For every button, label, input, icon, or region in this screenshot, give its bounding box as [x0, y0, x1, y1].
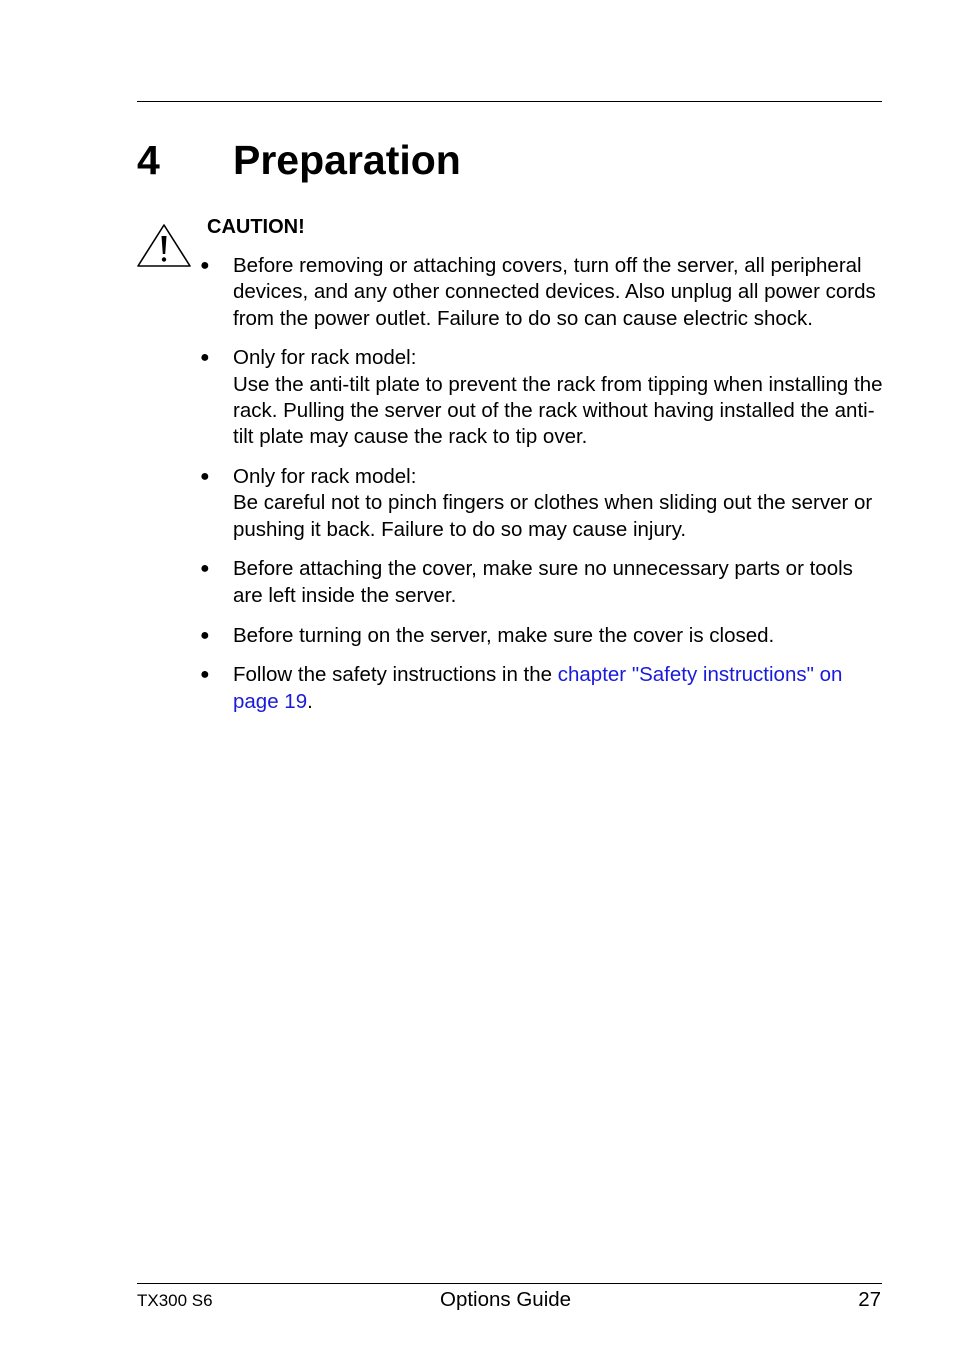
- bullet-dot: ●: [200, 257, 210, 274]
- item-text: Only for rack model:: [233, 346, 417, 370]
- bullet-dot: ●: [200, 666, 210, 684]
- footer-guide-title: Options Guide: [440, 1288, 572, 1311]
- list-item: [198, 464, 888, 543]
- list-item: [198, 556, 888, 609]
- item-text: Before attaching the cover, make sure no unnecessary parts or tools are left inside the server.: [233, 557, 853, 607]
- bullet-dot: ●: [200, 349, 210, 367]
- chapter-number: 4: [137, 137, 160, 183]
- caution-label: CAUTION!: [207, 216, 305, 238]
- item-text: Only for rack model:: [233, 465, 417, 489]
- item-text-prefix: Follow the safety instructions in the: [233, 663, 558, 687]
- caution-list: [198, 253, 888, 728]
- item-text: Before turning on the server, make sure the cover is closed.: [233, 623, 775, 647]
- footer-product: TX300 S6: [137, 1291, 213, 1310]
- safety-instructions-link[interactable]: chapter "Safety instructions" on page 19: [233, 663, 843, 713]
- list-item: [198, 623, 888, 649]
- footer-page-number: 27: [858, 1288, 881, 1311]
- header-rule: [137, 101, 882, 102]
- bullet-dot: ●: [200, 560, 210, 578]
- bullet-dot: ●: [200, 468, 210, 486]
- footer-rule: [137, 1283, 882, 1284]
- list-item: [198, 253, 888, 332]
- item-text: Be careful not to pinch fingers or clothes when sliding out the server or pushing it back. Failure to do so may cause injury.: [233, 491, 873, 541]
- bullet-dot: ●: [200, 626, 210, 644]
- item-text: Before removing or attaching covers, turn off the server, all peripheral devices, and any other connected devices. Also unplug all power cords from the power outlet. Failure to do so can cause electric shock.: [233, 254, 876, 330]
- list-item-last: [198, 662, 888, 715]
- item-text-suffix: .: [307, 689, 313, 713]
- warning-triangle-icon: [136, 223, 192, 269]
- list-item: [198, 345, 888, 450]
- item-text: Use the anti-tilt plate to prevent the rack from tipping when installing the rack. Pulling the server out of the rack without having installed the anti-tilt plate may cause the rack to tip over.: [233, 372, 883, 449]
- chapter-title: Preparation: [233, 137, 461, 183]
